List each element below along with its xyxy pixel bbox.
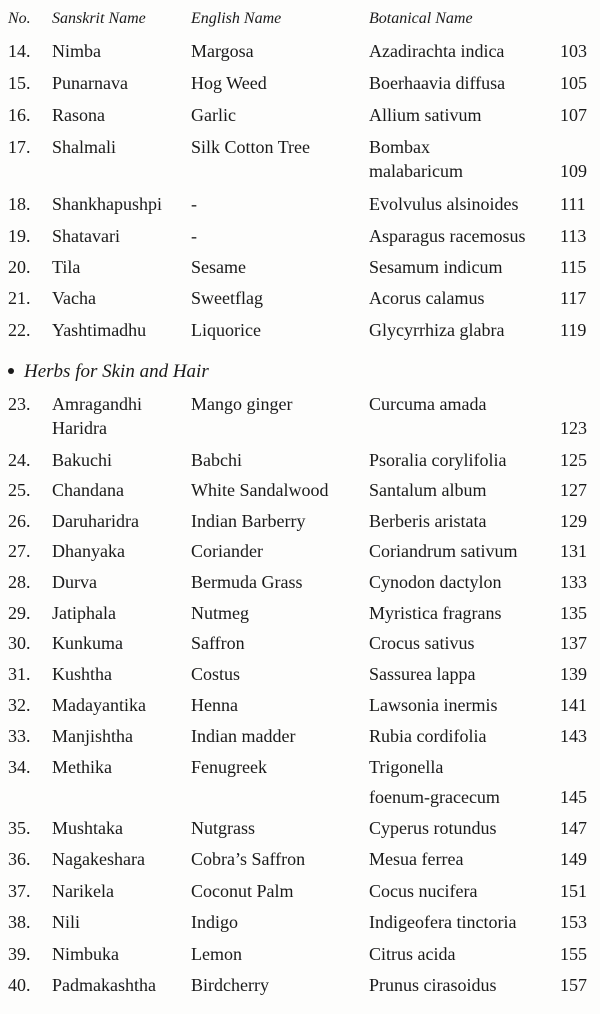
row-botanical: Indigeofera tinctoria — [369, 912, 517, 932]
row-botanical: Azadirachta indica — [369, 41, 505, 61]
row-botanical: Crocus sativus — [369, 633, 475, 653]
row-no: 19. — [8, 226, 31, 246]
row-no: 35. — [8, 818, 31, 838]
row-english: Indigo — [191, 912, 238, 932]
row-english: Fenugreek — [191, 757, 267, 777]
row-sanskrit: Amragandhi — [52, 394, 142, 414]
row-sanskrit: Nimba — [52, 41, 101, 61]
row-page: 147 — [560, 818, 587, 838]
row-botanical: Prunus cirasoidus — [369, 975, 497, 995]
row-page: 115 — [560, 257, 587, 277]
row-no: 37. — [8, 881, 31, 901]
row-no: 29. — [8, 603, 31, 623]
row-sanskrit: Nimbuka — [52, 944, 119, 964]
row-botanical: Evolvulus alsinoides — [369, 194, 519, 214]
row-page: 153 — [560, 912, 587, 932]
section-heading — [8, 360, 209, 384]
row-page: 103 — [560, 41, 587, 61]
row-sanskrit: Durva — [52, 572, 97, 592]
row-page: 149 — [560, 849, 587, 869]
row-botanical: Acorus calamus — [369, 288, 485, 308]
row-botanical: Lawsonia inermis — [369, 695, 498, 715]
row-no: 28. — [8, 572, 31, 592]
row-sanskrit: Kunkuma — [52, 633, 123, 653]
row-page: 157 — [560, 975, 587, 995]
row-botanical: Curcuma amada — [369, 394, 487, 414]
row-page: 139 — [560, 664, 587, 684]
row-page: 133 — [560, 572, 587, 592]
row-page: 119 — [560, 320, 587, 340]
row-english: Indian madder — [191, 726, 296, 746]
row-botanical: Coriandrum sativum — [369, 541, 518, 561]
row-botanical: Psoralia corylifolia — [369, 450, 507, 470]
row-sanskrit: Shalmali — [52, 137, 116, 157]
row-botanical: Glycyrrhiza glabra — [369, 320, 505, 340]
row-english: Indian Barberry — [191, 511, 306, 531]
row-english: Coriander — [191, 541, 263, 561]
row-english: Nutgrass — [191, 818, 255, 838]
row-no: 30. — [8, 633, 31, 653]
header-sanskrit-name: Sanskrit Name — [52, 10, 146, 27]
row-sanskrit: Shatavari — [52, 226, 120, 246]
row-english: Babchi — [191, 450, 242, 470]
row-botanical-cont: malabaricum — [369, 161, 463, 181]
row-no: 34. — [8, 757, 31, 777]
row-sanskrit: Madayantika — [52, 695, 146, 715]
row-no: 40. — [8, 975, 31, 995]
section-title: Herbs for Skin and Hair — [24, 361, 209, 382]
row-page: 143 — [560, 726, 587, 746]
row-english: Costus — [191, 664, 241, 684]
row-english: Mango ginger — [191, 394, 293, 414]
row-sanskrit: Kushtha — [52, 664, 112, 684]
row-english: White Sandalwood — [191, 480, 329, 500]
row-no: 38. — [8, 912, 31, 932]
row-no: 15. — [8, 73, 31, 93]
row-sanskrit: Nagakeshara — [52, 849, 145, 869]
row-no: 18. — [8, 194, 31, 214]
row-no: 16. — [8, 105, 31, 125]
row-page: 123 — [560, 418, 587, 438]
row-no: 23. — [8, 394, 31, 414]
header-english-name: English Name — [191, 10, 282, 27]
row-sanskrit: Shankhapushpi — [52, 194, 162, 214]
row-no: 25. — [8, 480, 31, 500]
row-no: 33. — [8, 726, 31, 746]
row-sanskrit: Methika — [52, 757, 112, 777]
row-english: Coconut Palm — [191, 881, 294, 901]
row-botanical: Cocus nucifera — [369, 881, 478, 901]
row-no: 22. — [8, 320, 31, 340]
row-english: Bermuda Grass — [191, 572, 303, 592]
row-botanical: Berberis aristata — [369, 511, 487, 531]
row-english: Henna — [191, 695, 238, 715]
row-page: 135 — [560, 603, 587, 623]
row-sanskrit: Chandana — [52, 480, 124, 500]
row-botanical: Rubia cordifolia — [369, 726, 487, 746]
row-botanical: Myristica fragrans — [369, 603, 502, 623]
row-no: 32. — [8, 695, 31, 715]
row-no: 31. — [8, 664, 31, 684]
row-page: 155 — [560, 944, 587, 964]
row-english: Saffron — [191, 633, 245, 653]
row-page: 105 — [560, 73, 587, 93]
row-english: Sweetflag — [191, 288, 263, 308]
row-page: 107 — [560, 105, 587, 125]
row-english: Silk Cotton Tree — [191, 137, 311, 157]
row-page: 113 — [560, 226, 587, 246]
row-botanical: Trigonella — [369, 757, 444, 777]
row-english: Hog Weed — [191, 73, 267, 93]
row-page: 131 — [560, 541, 587, 561]
row-botanical: Cyperus rotundus — [369, 818, 497, 838]
row-sanskrit: Manjishtha — [52, 726, 133, 746]
row-sanskrit: Padmakashtha — [52, 975, 156, 995]
row-english: Margosa — [191, 41, 254, 61]
row-no: 26. — [8, 511, 31, 531]
row-botanical: Bombax — [369, 137, 430, 157]
row-page: 151 — [560, 881, 587, 901]
row-sanskrit: Vacha — [52, 288, 96, 308]
row-botanical: Santalum album — [369, 480, 487, 500]
row-sanskrit: Jatiphala — [52, 603, 116, 623]
row-botanical: Boerhaavia diffusa — [369, 73, 506, 93]
row-sanskrit: Punarnava — [52, 73, 128, 93]
bullet-icon — [8, 368, 14, 374]
row-botanical: Cynodon dactylon — [369, 572, 502, 592]
row-botanical: Allium sativum — [369, 105, 482, 125]
row-english: Garlic — [191, 105, 236, 125]
row-sanskrit: Tila — [52, 257, 81, 277]
row-sanskrit: Dhanyaka — [52, 541, 125, 561]
row-page: 125 — [560, 450, 587, 470]
row-page: 137 — [560, 633, 587, 653]
row-sanskrit: Yashtimadhu — [52, 320, 147, 340]
row-page: 129 — [560, 511, 587, 531]
row-page: 109 — [560, 161, 587, 181]
row-botanical: Mesua ferrea — [369, 849, 464, 869]
row-botanical: Asparagus racemosus — [369, 226, 526, 246]
row-page: 127 — [560, 480, 587, 500]
row-botanical: Sassurea lappa — [369, 664, 476, 684]
row-english: Nutmeg — [191, 603, 249, 623]
row-english: Birdcherry — [191, 975, 269, 995]
table-header — [0, 10, 600, 32]
row-sanskrit: Bakuchi — [52, 450, 112, 470]
row-no: 39. — [8, 944, 31, 964]
row-page: 145 — [560, 787, 587, 807]
row-no: 17. — [8, 137, 31, 157]
row-no: 14. — [8, 41, 31, 61]
header-no: No. — [8, 10, 31, 27]
row-english: Cobra’s Saffron — [191, 849, 306, 869]
header-botanical-name: Botanical Name — [369, 10, 473, 27]
row-english: - — [191, 226, 197, 246]
row-no: 20. — [8, 257, 31, 277]
row-sanskrit: Nili — [52, 912, 81, 932]
row-page: 141 — [560, 695, 587, 715]
row-english: Liquorice — [191, 320, 261, 340]
row-page: 111 — [560, 194, 586, 214]
row-no: 24. — [8, 450, 31, 470]
row-sanskrit: Daruharidra — [52, 511, 139, 531]
row-botanical-cont: foenum-gracecum — [369, 787, 500, 807]
row-english: Lemon — [191, 944, 242, 964]
row-botanical: Citrus acida — [369, 944, 456, 964]
row-sanskrit: Narikela — [52, 881, 114, 901]
row-botanical: Sesamum indicum — [369, 257, 503, 277]
row-no: 27. — [8, 541, 31, 561]
row-english: - — [191, 194, 197, 214]
row-sanskrit: Mushtaka — [52, 818, 123, 838]
row-page: 117 — [560, 288, 587, 308]
row-sanskrit-cont: Haridra — [52, 418, 107, 438]
row-no: 36. — [8, 849, 31, 869]
row-sanskrit: Rasona — [52, 105, 105, 125]
row-no: 21. — [8, 288, 31, 308]
row-english: Sesame — [191, 257, 246, 277]
